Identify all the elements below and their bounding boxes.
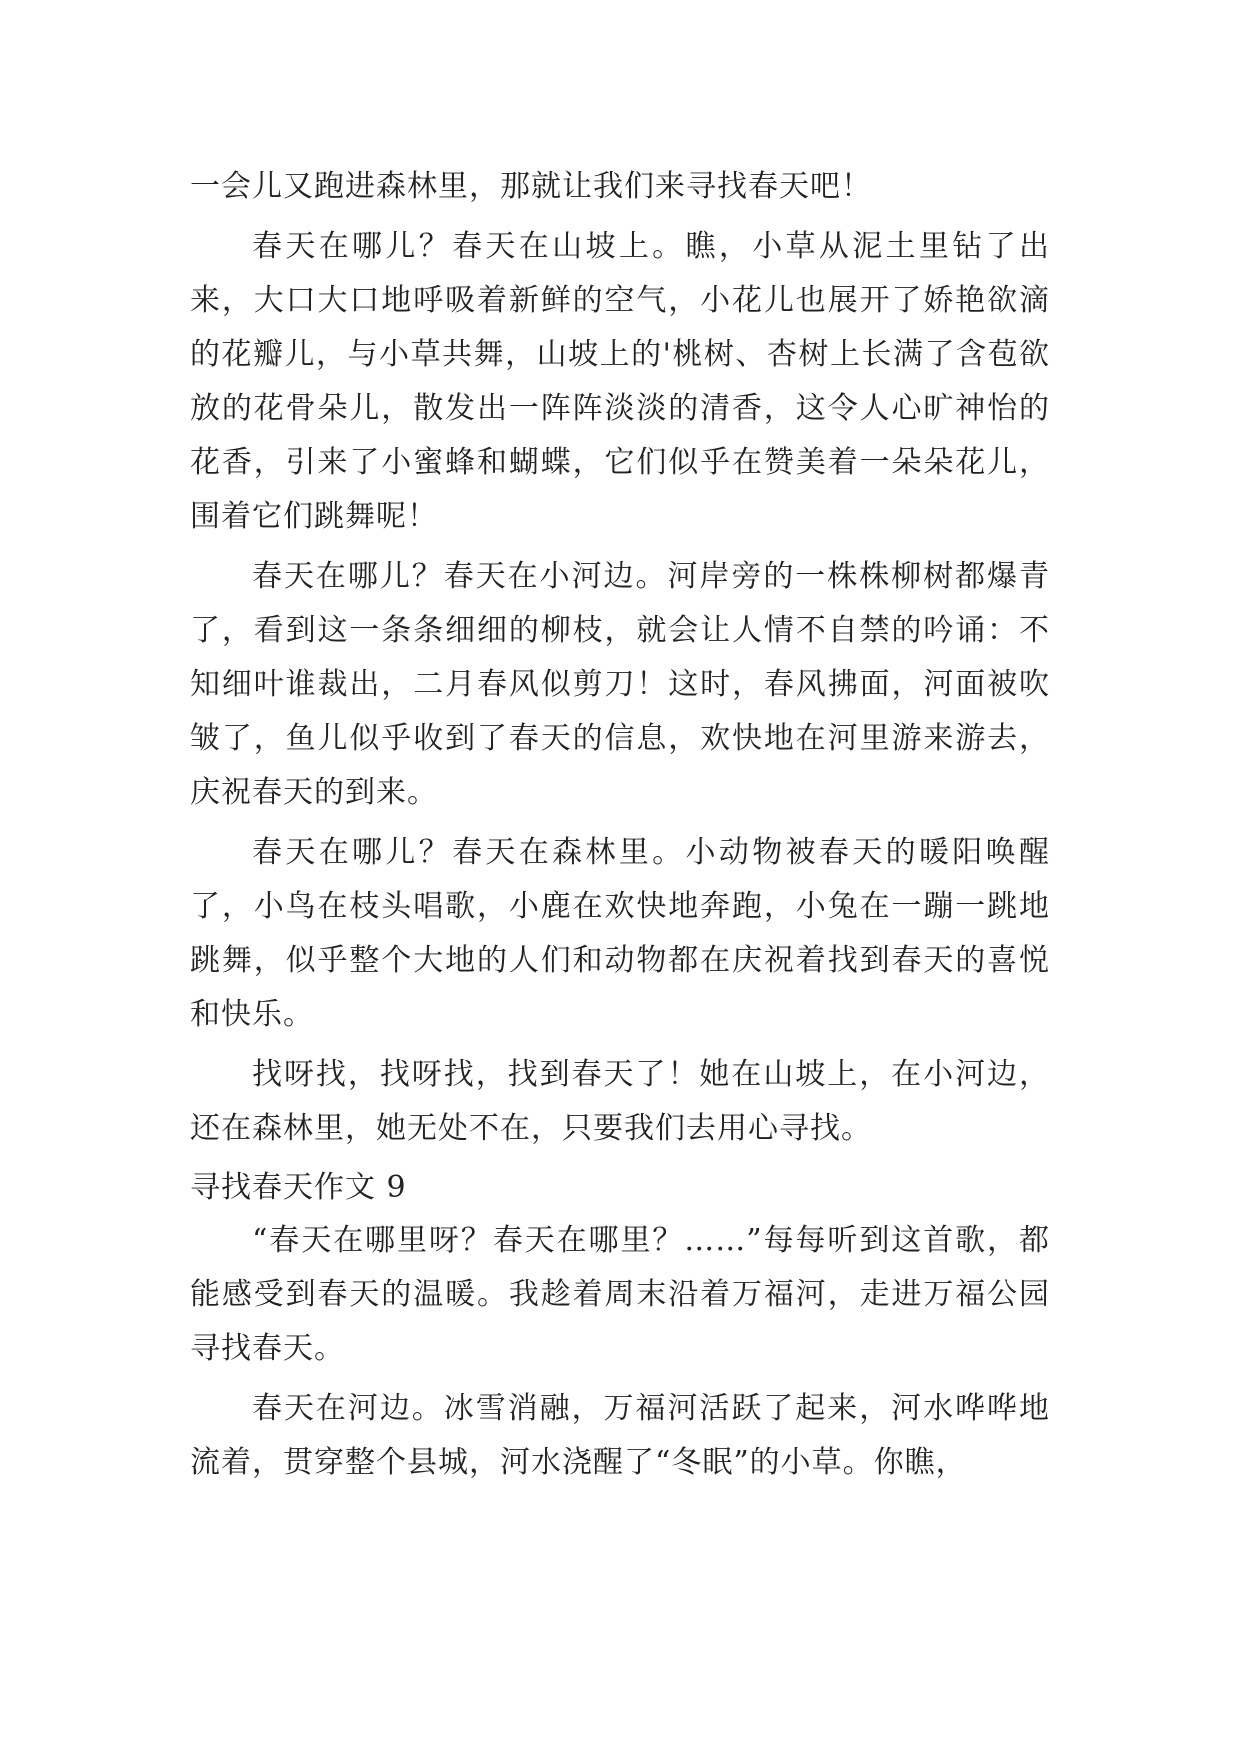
- paragraph-intro-continued: 一会儿又跑进森林里，那就让我们来寻找春天吧！: [190, 169, 872, 204]
- document-page: [190, 160, 1050, 1496]
- paragraph-conclusion: 找呀找，找呀找，找到春天了！她在山坡上，在小河边，还在森林里，她无处不在，只要我们去用心寻找。: [190, 1057, 1050, 1146]
- paragraph-hillside: 春天在哪儿？春天在山坡上。瞧，小草从泥土里钻了出来，大口大口地呼吸着新鲜的空气，小花儿也展开了娇艳欲滴的花瓣儿，与小草共舞，山坡上的'桃树、杏树上长满了含苞欲放的花骨朵儿，散发出一阵阵淡淡的清香，这令人心旷神怡的花香，引来了小蜜蜂和蝴蝶，它们似乎在赞美着一朵朵花儿，围着它们跳舞呢！: [190, 229, 1050, 534]
- paragraph-song: “春天在哪里呀？春天在哪里？……”每每听到这首歌，都能感受到春天的温暖。我趁着周末沿着万福河，走进万福公园寻找春天。: [190, 1223, 1050, 1366]
- paragraph-riverside: 春天在哪儿？春天在小河边。河岸旁的一株株柳树都爆青了，看到这一条条细细的柳枝，就会让人情不自禁的吟诵：不知细叶谁裁出，二月春风似剪刀！这时，春风拂面，河面被吹皱了，鱼儿似乎收到了春天的信息，欢快地在河里游来游去，庆祝春天的到来。: [190, 559, 1050, 810]
- paragraph-forest: 春天在哪儿？春天在森林里。小动物被春天的暖阳唤醒了，小鸟在枝头唱歌，小鹿在欢快地奔跑，小兔在一蹦一跳地跳舞，似乎整个大地的人们和动物都在庆祝着找到春天的喜悦和快乐。: [190, 835, 1050, 1032]
- essay-heading: 寻找春天作文 9: [190, 1170, 407, 1205]
- paragraph-river-edge: 春天在河边。冰雪消融，万福河活跃了起来，河水哗哗地流着，贯穿整个县城，河水浇醒了“冬眠”的小草。你瞧，: [190, 1391, 1050, 1480]
